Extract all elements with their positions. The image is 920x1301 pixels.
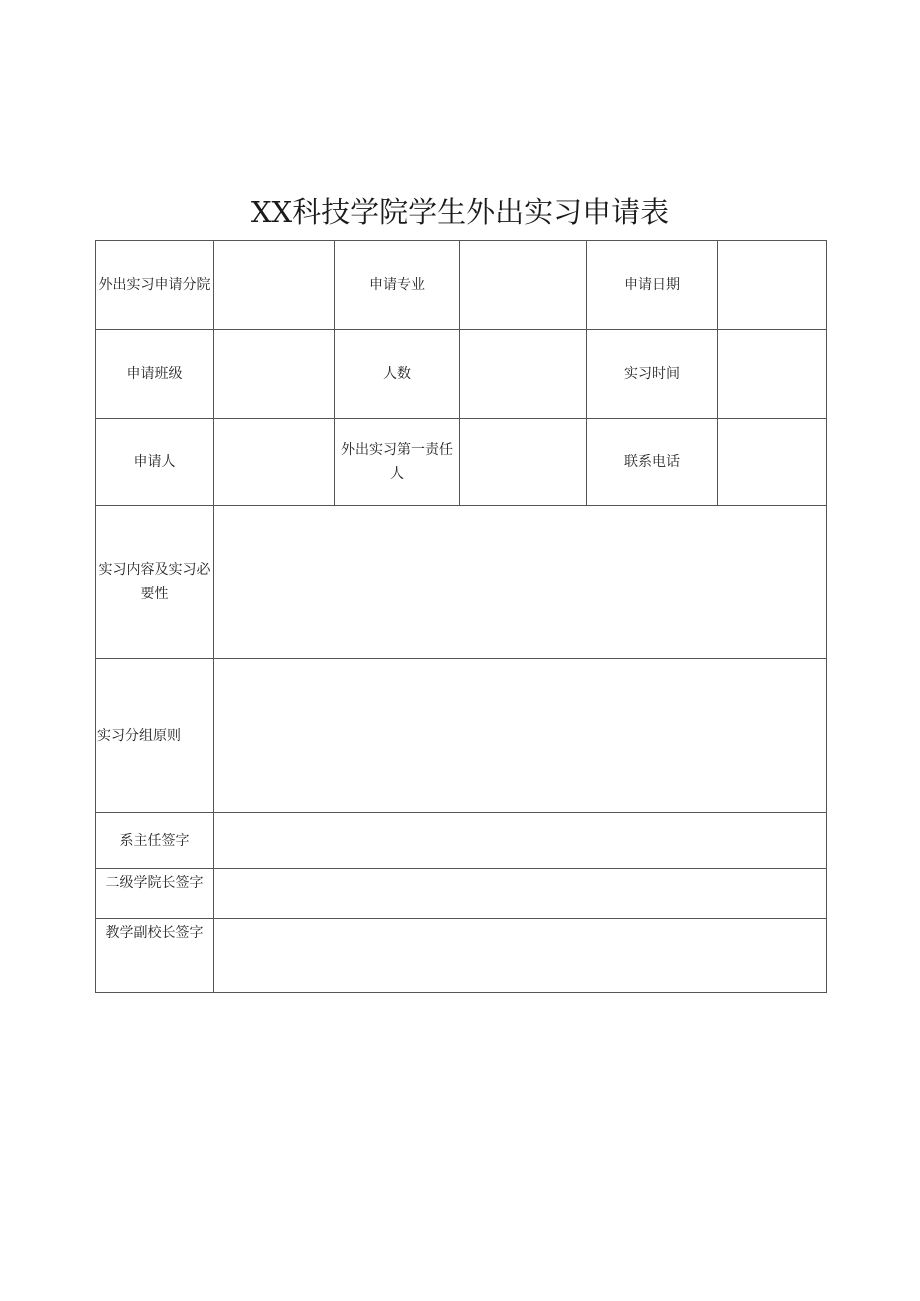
table-row bbox=[96, 919, 827, 993]
field-applying-college[interactable] bbox=[214, 241, 335, 330]
table-row bbox=[96, 506, 827, 659]
field-headcount[interactable] bbox=[460, 330, 587, 419]
table-row bbox=[96, 813, 827, 869]
field-applying-major[interactable] bbox=[460, 241, 587, 330]
field-vice-president-signature[interactable] bbox=[214, 919, 827, 993]
field-applying-class[interactable] bbox=[214, 330, 335, 419]
label-applying-major: 申请专业 bbox=[335, 241, 460, 330]
label-dept-head-signature: 系主任签字 bbox=[96, 813, 214, 869]
label-applying-class: 申请班级 bbox=[96, 330, 214, 419]
table-row bbox=[96, 659, 827, 813]
table-row bbox=[96, 241, 827, 330]
label-headcount: 人数 bbox=[335, 330, 460, 419]
field-application-date[interactable] bbox=[718, 241, 827, 330]
field-contact-phone[interactable] bbox=[718, 419, 827, 506]
field-dept-head-signature[interactable] bbox=[214, 813, 827, 869]
label-college-dean-signature: 二级学院长签字 bbox=[96, 869, 214, 919]
label-applicant: 申请人 bbox=[96, 419, 214, 506]
label-internship-time: 实习时间 bbox=[587, 330, 718, 419]
label-first-responsible-person: 外出实习第一责任人 bbox=[335, 419, 460, 506]
field-internship-content[interactable] bbox=[214, 506, 827, 659]
label-grouping-principle: 实习分组原则 bbox=[96, 659, 214, 813]
label-vice-president-signature: 教学副校长签字 bbox=[96, 919, 214, 993]
label-applying-college: 外出实习申请分院 bbox=[96, 241, 214, 330]
label-internship-content: 实习内容及实习必要性 bbox=[96, 506, 214, 659]
table-row bbox=[96, 330, 827, 419]
table-row bbox=[96, 869, 827, 919]
label-application-date: 申请日期 bbox=[587, 241, 718, 330]
label-contact-phone: 联系电话 bbox=[587, 419, 718, 506]
field-internship-time[interactable] bbox=[718, 330, 827, 419]
page-title: XX科技学院学生外出实习申请表 bbox=[250, 195, 670, 229]
field-college-dean-signature[interactable] bbox=[214, 869, 827, 919]
application-form-table bbox=[95, 240, 827, 993]
field-applicant[interactable] bbox=[214, 419, 335, 506]
table-row bbox=[96, 419, 827, 506]
field-grouping-principle[interactable] bbox=[214, 659, 827, 813]
field-first-responsible-person[interactable] bbox=[460, 419, 587, 506]
